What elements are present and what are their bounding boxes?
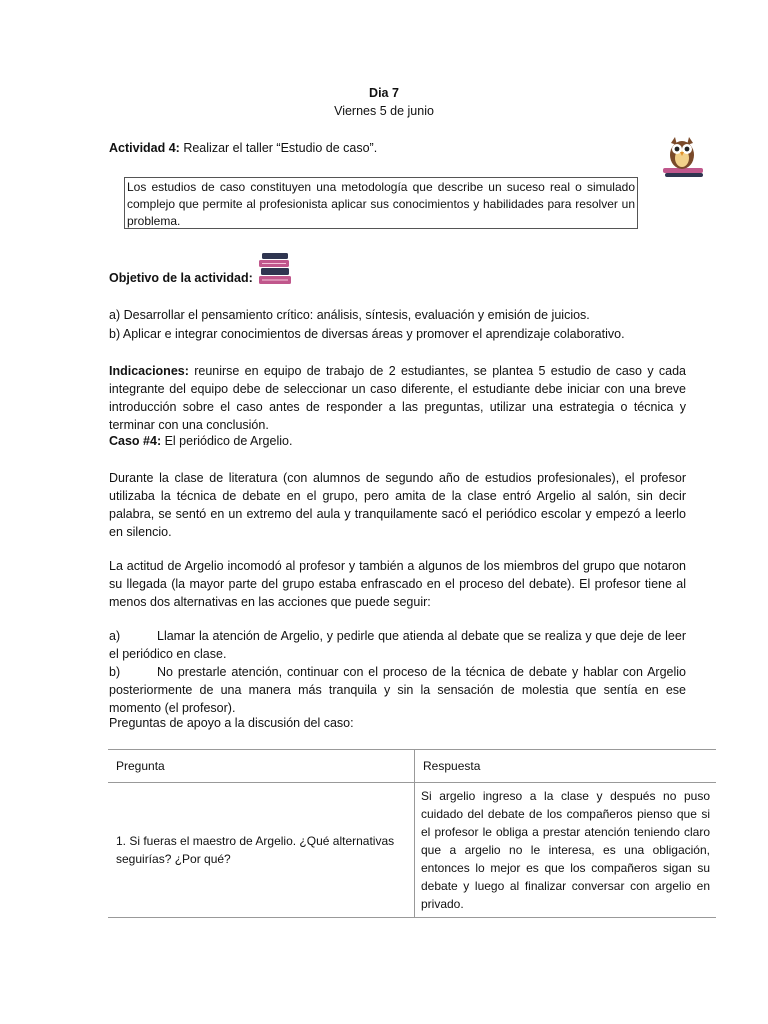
owl-on-books-icon (660, 135, 706, 179)
alternative-a (109, 627, 686, 663)
alternative-b-label: b) (109, 665, 121, 679)
column-header-pregunta: Pregunta (108, 750, 415, 783)
date-subtitle: Viernes 5 de junio (334, 104, 434, 118)
activity-label: Actividad 4: (109, 141, 180, 155)
activity-line (109, 141, 377, 155)
questions-table (108, 749, 716, 918)
definition-box: Los estudios de caso constituyen una metodología que describe un suceso real o simulado complejo que permite al profesionista aplicar sus conocimientos y habilidades para resolver un problema. (124, 177, 638, 229)
support-heading: Preguntas de apoyo a la discusión del caso: (109, 716, 354, 730)
instructions-text: reunirse en equipo de trabajo de 2 estudiantes, se plantea 5 estudio de caso y cada integrante del equipo debe de seleccionar un caso diferente, el estudiante debe iniciar con una breve introducción sobre el caso antes de responder a las preguntas, utilizar una estrategia o técnica y terminar con una conclusión. (109, 364, 686, 432)
day-title: Dia 7 (369, 86, 399, 100)
alternative-b (109, 663, 686, 717)
table-row (108, 783, 716, 918)
answer-cell: Si argelio ingreso a la clase y después no puso cuidado del debate de los compañeros pienso que si el profesor le obliga a prestar atención teniendo claro que a argelio no le interesa, es una obligación, entonces lo mejor es que los compañeros sigan su debate y luego al finalizar conversar con argelio en privado. (415, 783, 717, 918)
alternative-a-text: Llamar la atención de Argelio, y pedirle que atienda al debate que se realiza y que deje de leer el periódico en clase. (109, 629, 686, 661)
instructions-paragraph (109, 362, 686, 434)
alternative-b-text: No prestarle atención, continuar con el proceso de la técnica de debate y hablar con Argelio posteriormente de una manera más tranquila y sin la sensación de molestia que sentía en ese momento (el profesor). (109, 665, 686, 715)
case-name: El periódico de Argelio. (161, 434, 293, 448)
case-paragraph-2: La actitud de Argelio incomodó al profesor y también a algunos de los miembros del grupo que notaron su llegada (la mayor parte del grupo estaba enfrascado en el proceso del debate). El profesor tiene al menos dos alternativas en las acciones que puede seguir: (109, 559, 686, 609)
question-cell: 1. Si fueras el maestro de Argelio. ¿Qué alternativas seguirías? ¿Por qué? (108, 783, 415, 918)
books-stack-icon (256, 251, 294, 287)
objective-title: Objetivo de la actividad: (109, 271, 253, 285)
case-paragraph-1: Durante la clase de literatura (con alumnos de segundo año de estudios profesionales), el profesor utilizaba la técnica de debate en el grupo, pero amita de la clase entró Argelio al salón, sin decir palabra, se sentó en un extremo del aula y tranquilamente sacó el periódico escolar y empezó a leerlo en silencio. (109, 471, 686, 539)
instructions-label: Indicaciones: (109, 364, 189, 378)
activity-text: Realizar el taller “Estudio de caso”. (179, 141, 378, 155)
table-header-row (108, 750, 716, 783)
objective-item-b: b) Aplicar e integrar conocimientos de diversas áreas y promover el aprendizaje colaborativo. (109, 327, 625, 341)
column-header-respuesta: Respuesta (415, 750, 717, 783)
case-label: Caso #4: (109, 434, 162, 448)
case-title (109, 434, 292, 448)
objective-item-a: a) Desarrollar el pensamiento crítico: análisis, síntesis, evaluación y emisión de juicios. (109, 308, 590, 322)
alternative-a-label: a) (109, 629, 121, 643)
